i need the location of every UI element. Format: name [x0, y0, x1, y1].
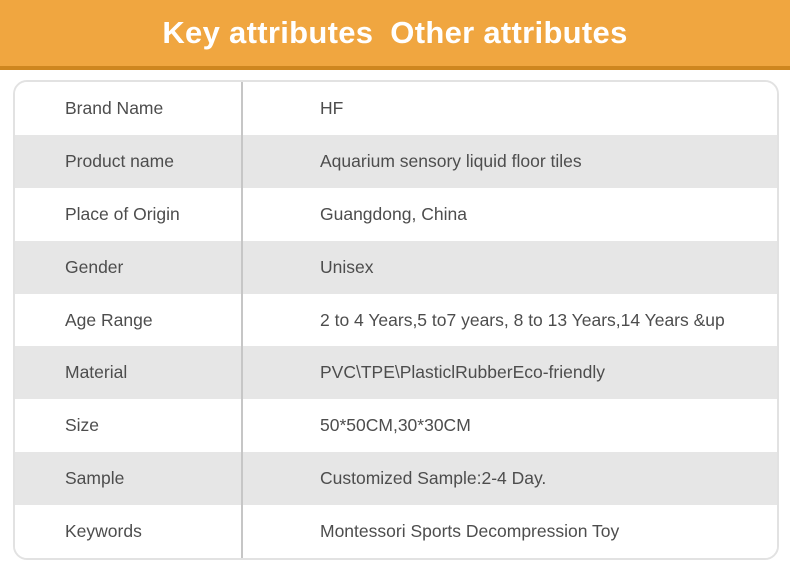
- attribute-value: Guangdong, China: [320, 203, 467, 224]
- attribute-value: Aquarium sensory liquid floor tiles: [320, 150, 582, 171]
- attribute-value: PVC\TPE\PlasticlRubberEco-friendly: [320, 362, 605, 383]
- table-row: [15, 135, 777, 188]
- table-row: [15, 241, 777, 294]
- table-row: [15, 294, 777, 347]
- attribute-label: Age Range: [15, 294, 243, 347]
- attribute-label: Keywords: [15, 505, 243, 558]
- attribute-label: Sample: [15, 452, 243, 505]
- table-row: [15, 346, 777, 399]
- attribute-label: Place of Origin: [15, 188, 243, 241]
- attribute-value: HF: [320, 97, 344, 118]
- attribute-value: Unisex: [320, 256, 374, 277]
- attribute-label: Gender: [15, 241, 243, 294]
- table-row: [15, 452, 777, 505]
- table-row: [15, 399, 777, 452]
- table-row: [15, 188, 777, 241]
- attribute-label: Size: [15, 399, 243, 452]
- attribute-value: 2 to 4 Years,5 to7 years, 8 to 13 Years,14 Years &up: [320, 309, 725, 330]
- attribute-value: Montessori Sports Decompression Toy: [320, 521, 620, 542]
- table-row: [15, 505, 777, 558]
- attribute-value: Customized Sample:2-4 Day.: [320, 468, 547, 489]
- attribute-value: 50*50CM,30*30CM: [320, 415, 471, 436]
- table-row: [15, 82, 777, 135]
- attribute-label: Product name: [15, 135, 243, 188]
- tab-other-attributes[interactable]: Other attributes: [390, 15, 628, 50]
- tab-key-attributes[interactable]: Key attributes: [162, 15, 374, 50]
- attributes-table: [13, 80, 779, 560]
- attributes-banner: [0, 0, 790, 70]
- attribute-label: Brand Name: [15, 82, 243, 135]
- attribute-label: Material: [15, 346, 243, 399]
